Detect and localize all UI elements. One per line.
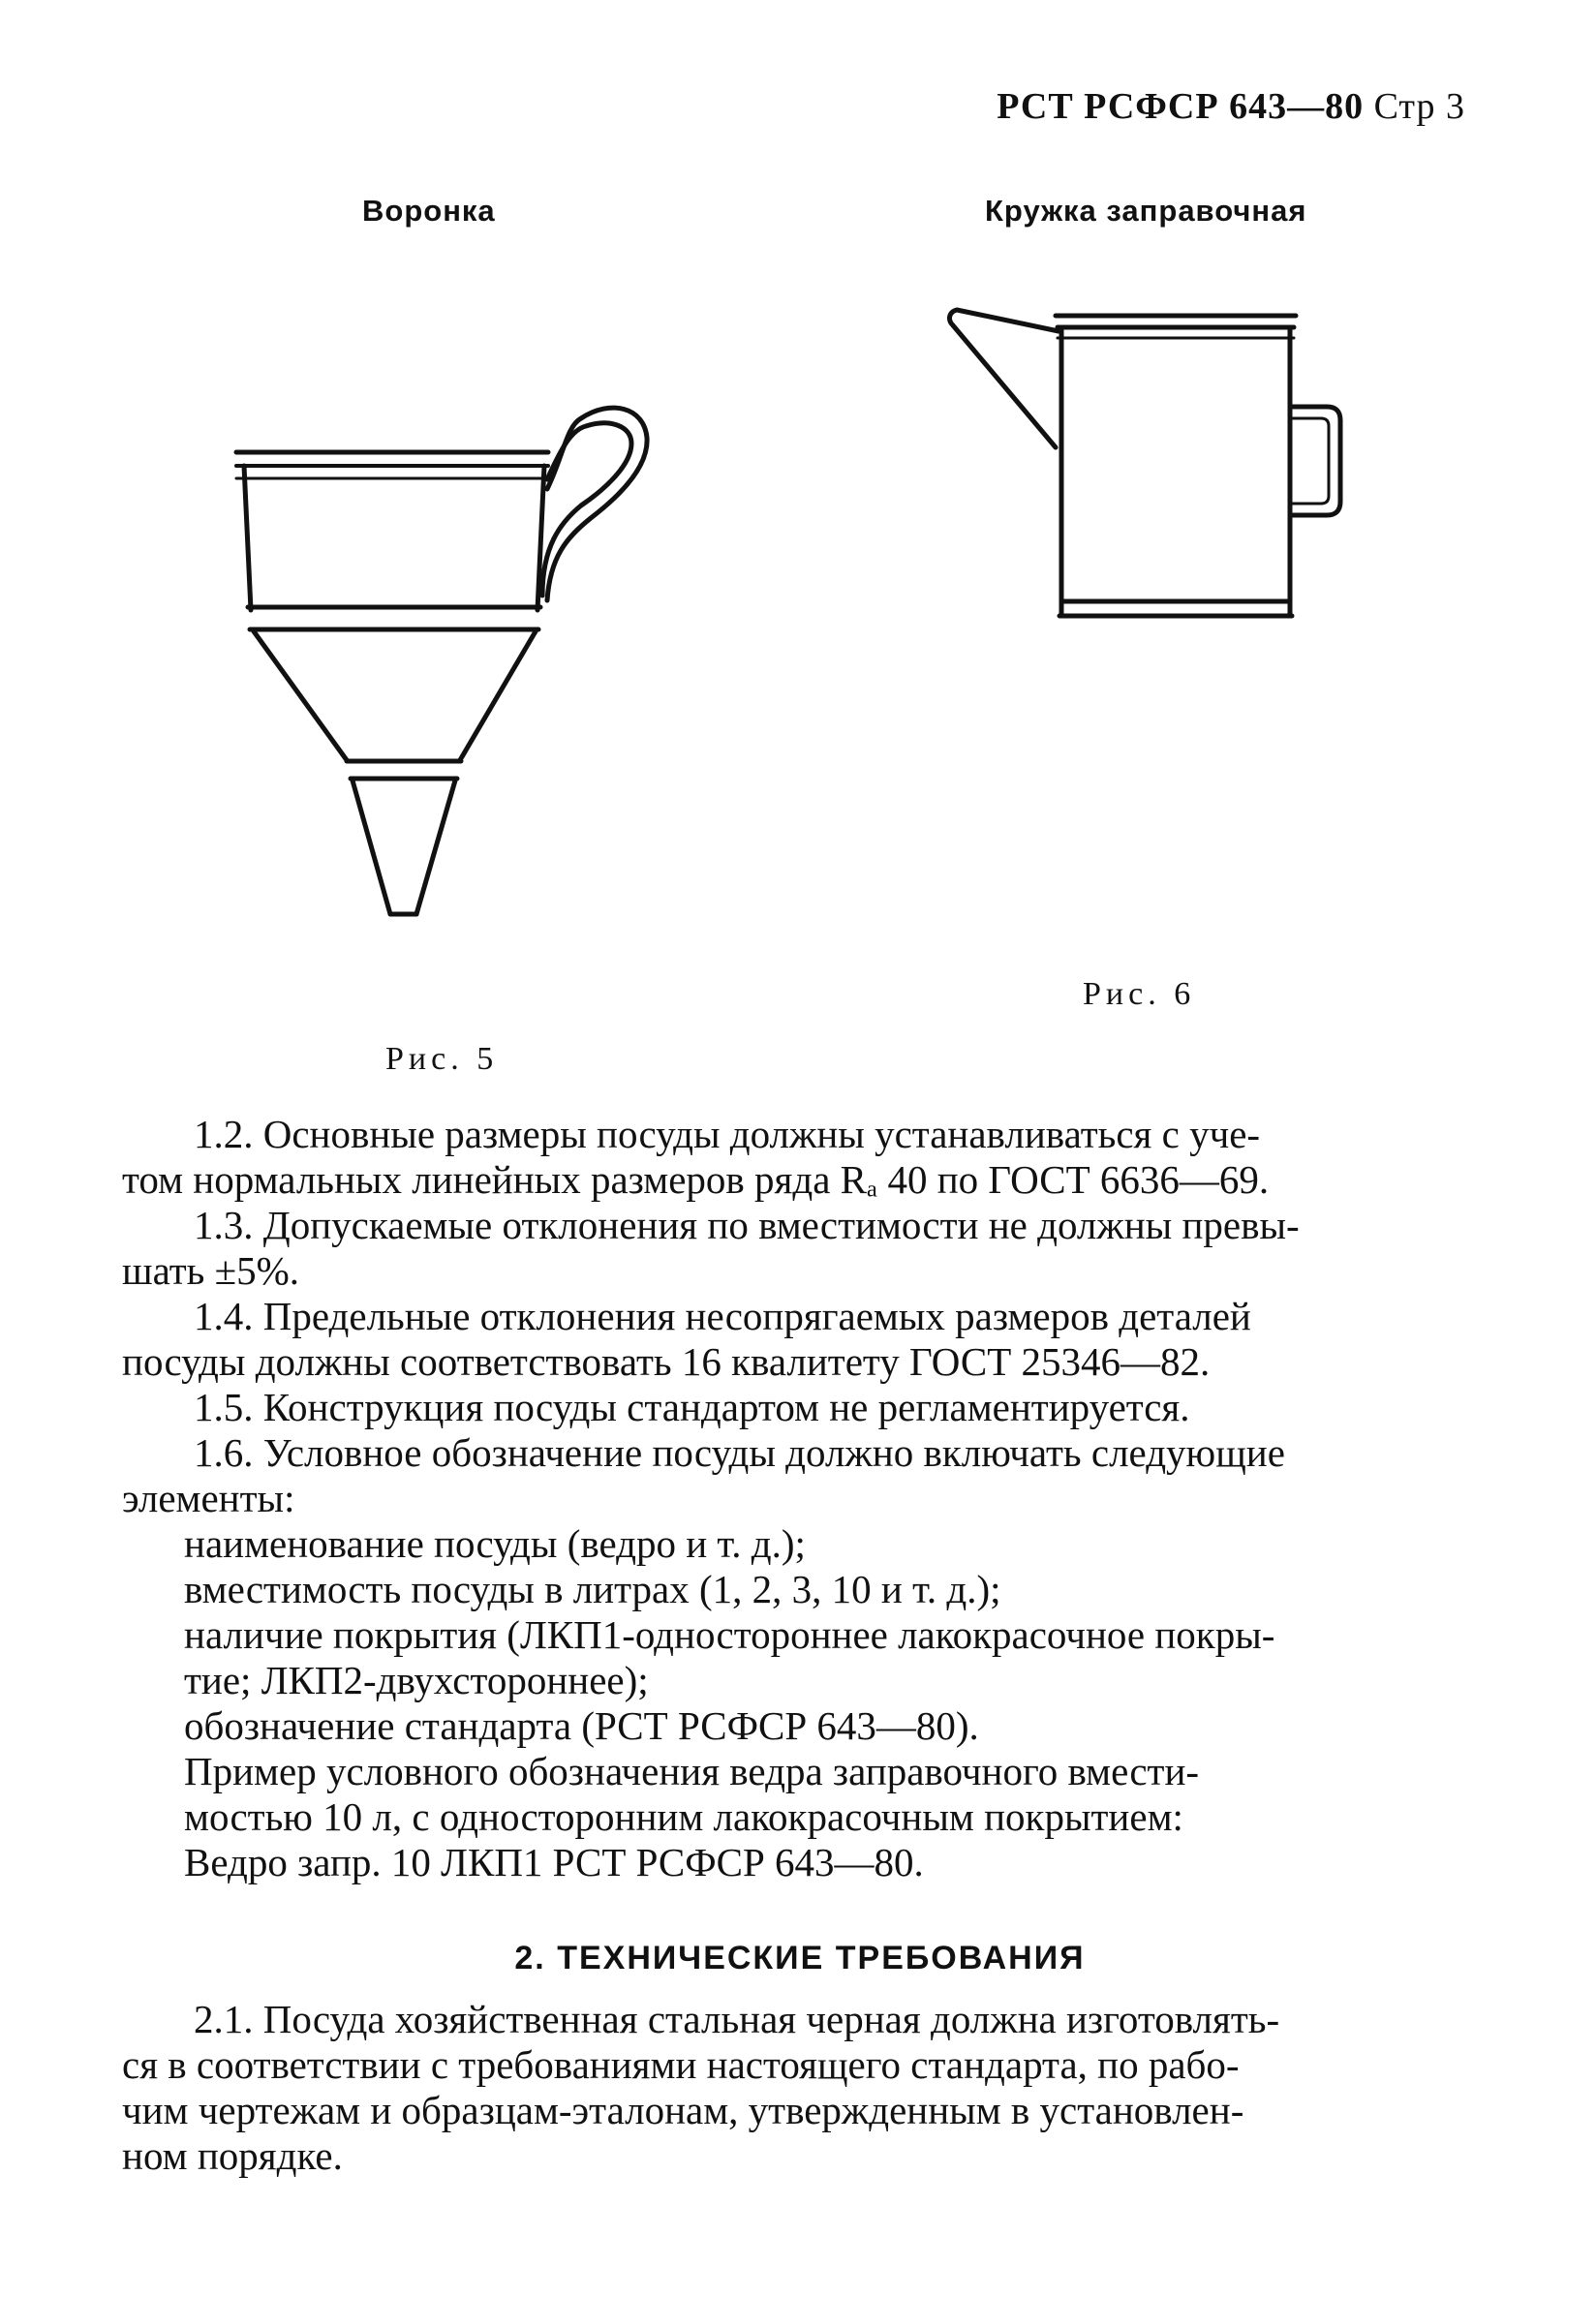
list-item: обозначение стандарта (РСТ РСФСР 643—80). [184, 1703, 979, 1748]
designation-items-list [122, 1521, 1478, 1749]
section-2-text [122, 1997, 1478, 2179]
text-line: 1.6. Условное обозначение посуды должно включать следующие [194, 1430, 1285, 1475]
filling-mug-drawing [930, 291, 1375, 639]
text-line: ся в соответствии с требованиями настоящего стандарта, по рабо- [122, 2042, 1240, 2087]
paragraph-1-4 [122, 1294, 1478, 1385]
page-label: Стр [1373, 86, 1436, 127]
page-header [997, 85, 1465, 128]
list-item: наличие покрытия (ЛКП1-одностороннее лакокрасочное покры- [184, 1612, 1275, 1657]
funnel-drawing [223, 378, 668, 939]
list-item: наименование посуды (ведро и т. д.); [184, 1521, 806, 1566]
text-line: ном порядке. [122, 2133, 343, 2178]
paragraph-1-2 [122, 1112, 1478, 1203]
text-line: чим чертежам и образцам-эталонам, утвержденным в установлен- [122, 2088, 1244, 2132]
example-designation: Ведро запр. 10 ЛКП1 РСТ РСФСР 643—80. [184, 1840, 924, 1884]
text-line: 1.5. Конструкция посуды стандартом не регламентируется. [194, 1385, 1190, 1429]
text-line: 1.2. Основные размеры посуды должны устанавливаться с уче- [194, 1112, 1261, 1156]
list-item: вместимость посуды в литрах (1, 2, 3, 10 и т. д.); [184, 1567, 1001, 1611]
figure-5-title: Воронка [362, 194, 496, 228]
standard-number: РСТ РСФСР 643—80 [997, 86, 1365, 127]
text-line: элементы: [122, 1476, 295, 1520]
figure-6-caption: Рис. 6 [1083, 976, 1196, 1012]
figure-5-caption: Рис. 5 [385, 1041, 499, 1077]
paragraph-1-5 [122, 1385, 1478, 1430]
text-line: 1.4. Предельные отклонения несопрягаемых размеров деталей [194, 1294, 1251, 1338]
text-line: Пример условного обозначения ведра заправочного вмести- [184, 1749, 1200, 1793]
text-line: 2.1. Посуда хозяйственная стальная черная должна изготовлять- [194, 1997, 1280, 2041]
designation-example [122, 1749, 1478, 1885]
paragraph-1-3 [122, 1203, 1478, 1294]
section-2-heading: 2. ТЕХНИЧЕСКИЕ ТРЕБОВАНИЯ [514, 1940, 1086, 1976]
text-line: 1.3. Допускаемые отклонения по вместимости не должны превы- [194, 1203, 1300, 1247]
text-line: шать ±5%. [122, 1248, 299, 1293]
paragraph-1-6 [122, 1430, 1478, 1521]
text-line: том нормальных линейных размеров ряда Rₐ 40 по ГОСТ 6636—69. [122, 1157, 1270, 1202]
figure-6-title: Кружка заправочная [985, 194, 1307, 228]
section-1-text [122, 1112, 1478, 1885]
page-number: 3 [1446, 86, 1465, 127]
text-line: посуды должны соответствовать 16 квалитету ГОСТ 25346—82. [122, 1339, 1211, 1384]
text-line: мостью 10 л, с односторонним лакокрасочным покрытием: [184, 1794, 1183, 1839]
list-item: тие; ЛКП2-двухстороннее); [184, 1658, 649, 1702]
